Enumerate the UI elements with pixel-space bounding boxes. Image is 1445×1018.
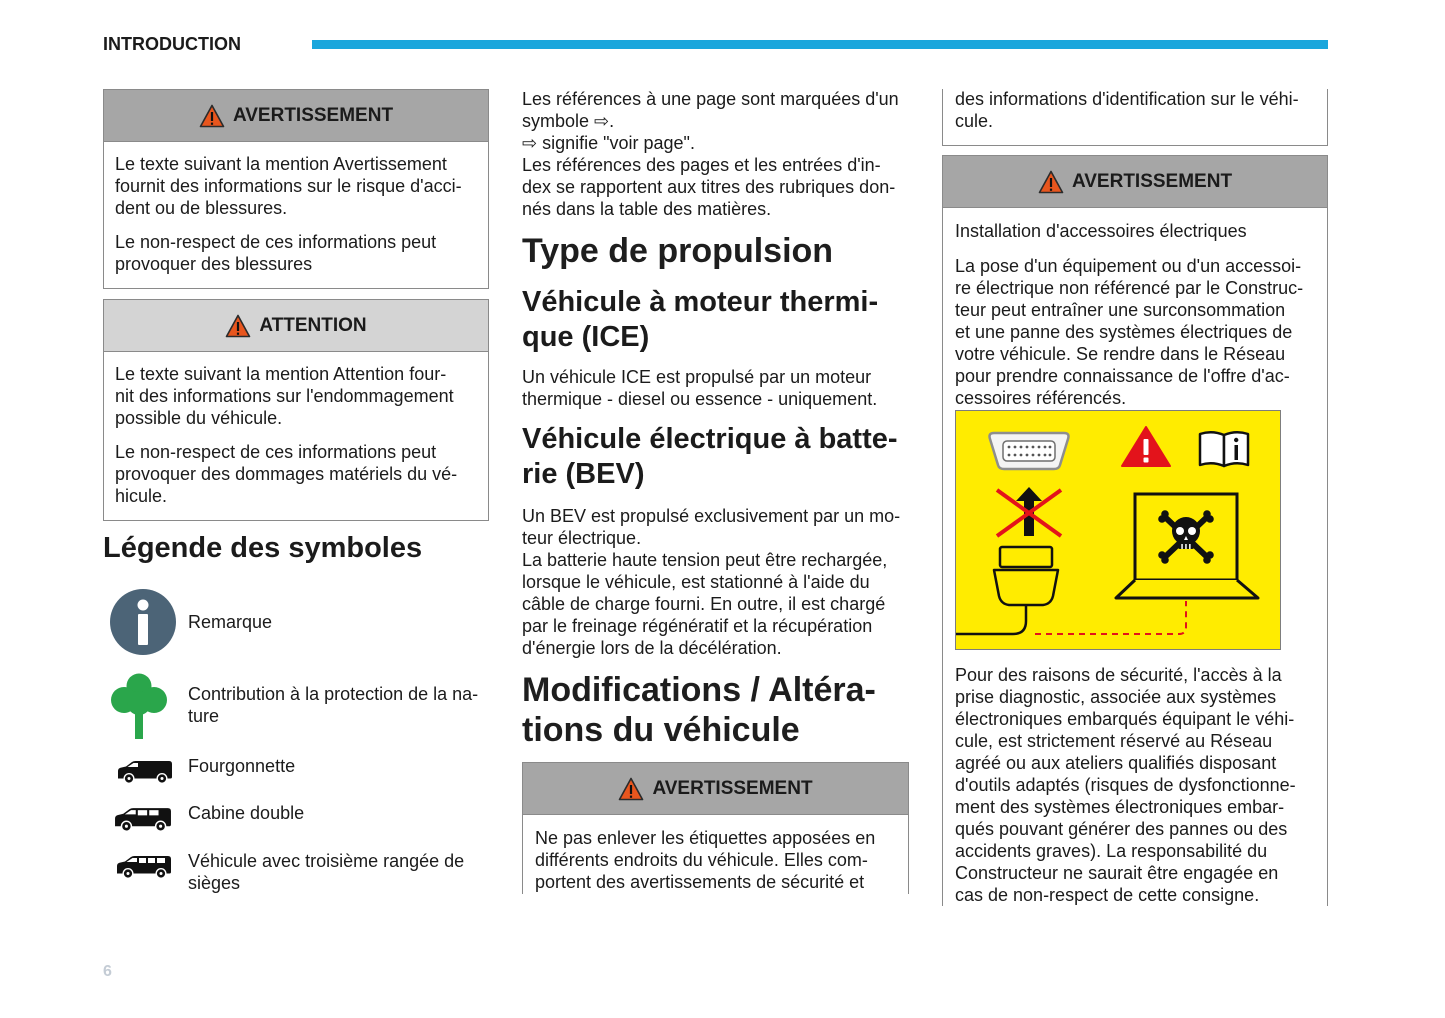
legend-label-van: Fourgonnette [188,756,296,776]
warning-box-title: AVERTISSEMENT [232,104,394,126]
attention-box-body [104,352,488,507]
info-icon [110,589,176,655]
warning-triangle-icon [225,314,251,338]
ice-paragraph: Un véhicule ICE est propulsé par un moteur thermique - diesel ou essence - uniquement. [522,367,878,409]
attention-paragraph: Le texte suivant la mention Attention four- nit des informations sur l'endommagement possible du véhicule. [115,364,454,428]
warning-box-header [943,156,1327,208]
labels-warning-paragraph: Ne pas enlever les étiquettes apposées en différents endroits du véhicule. Elles com- portent des avertissements de sécurité et [535,828,876,892]
legend-label-environment: Contribution à la protection de la na- ture [188,684,479,726]
warning-paragraph: Le texte suivant la mention Avertissement fournit des informations sur le risque d'acci- dent ou de blessures. [115,154,462,218]
page-number: 6 [103,963,112,980]
legend-label-remarque: Remarque [188,612,273,632]
labels-warning-box [522,762,909,894]
third-row-van-icon [116,855,172,879]
attention-box [103,299,489,521]
warning-triangle-icon [618,777,644,801]
section-accent-bar [312,40,1328,49]
warning-box [103,89,489,289]
warning-box-title: AVERTISSEMENT [652,777,813,799]
warning-box-body [104,142,488,275]
obd-connector-icon [990,433,1069,469]
warning-triangle-icon [199,104,225,128]
legend-heading: Légende des symboles [103,532,423,564]
page-references-paragraph: Les références à une page sont marquées d'un symbole ⇨. ⇨ signifie "voir page". Les références des pages et les entrées d'in- dex se rapportent aux titres des rubriques don- nés dans la table des matières. [522,89,899,219]
labels-warning-continued-text: des informations d'identification sur le véhi- cule. [955,89,1299,131]
modifications-heading: Modifications / Altéra- tions du véhicule [522,671,876,749]
accessories-warning-box [942,155,1328,906]
attention-paragraph: Le non-respect de ces informations peut provoquer des dommages matériels du vé- hicule. [115,442,458,506]
attention-box-title: ATTENTION [259,314,367,336]
warning-box-title: AVERTISSEMENT [1071,170,1233,192]
accessories-subtitle: Installation d'accessoires électriques [955,221,1247,241]
attention-box-header [104,300,488,352]
bev-paragraph: Un BEV est propulsé exclusivement par un mo- teur électrique. La batterie haute tension peut être rechargée, lorsque le véhicule, est stationné à l'aide du câble de charge fourni. En outre, il est chargé par le freinage régénératif et la récupération d'énergie lors de la décélération. [522,506,901,658]
warning-box-header [523,763,908,815]
propulsion-heading: Type de propulsion [522,232,834,270]
bev-heading: Véhicule électrique à batte- rie (BEV) [522,423,898,490]
diagnostic-access-paragraph: Pour des raisons de sécurité, l'accès à la prise diagnostic, associée aux systèmes électroniques embarqués équipant le véhi- cule, est strictement réservé au Réseau agréé ou aux ateliers qualifiés disposant d'outils adaptés (risques de dysfonctionne- ment des systèmes électroniques embar- qués pouvant générer des pannes ou des accidents graves). La responsabilité du Constructeur ne saurait être engagée en cas de non-respect de cette consigne. [955,665,1296,905]
accessories-warning-body [943,208,1327,906]
ice-heading: Véhicule à moteur thermi- que (ICE) [522,286,879,353]
legend-label-third-row: Véhicule avec troisième rangée de sièges [188,851,465,893]
van-icon [117,760,173,784]
labels-warning-box-continued [942,89,1328,146]
diagnostic-warning-image [955,410,1281,650]
section-title: INTRODUCTION [103,34,241,54]
laptop-skull-icon [1116,494,1258,598]
warning-paragraph: Le non-respect de ces informations peut provoquer des blessures [115,232,437,274]
legend-label-double-cab: Cabine double [188,803,305,823]
double-cab-van-icon [114,807,172,832]
warning-triangle-icon [1038,170,1064,194]
warning-box-body [523,815,908,893]
warning-box-header [104,90,488,142]
owner-manual-icon [1200,432,1248,466]
tree-icon [110,673,168,739]
accessories-paragraph: La pose d'un équipement ou d'un accessoi- re électrique non référencé par le Construc- teur peut entraîner une surconsommation et une panne des systèmes électriques de votre véhicule. Se rendre dans le Réseau pour prendre connaissance de l'offre d'ac- cessoires référencés. [955,256,1304,408]
